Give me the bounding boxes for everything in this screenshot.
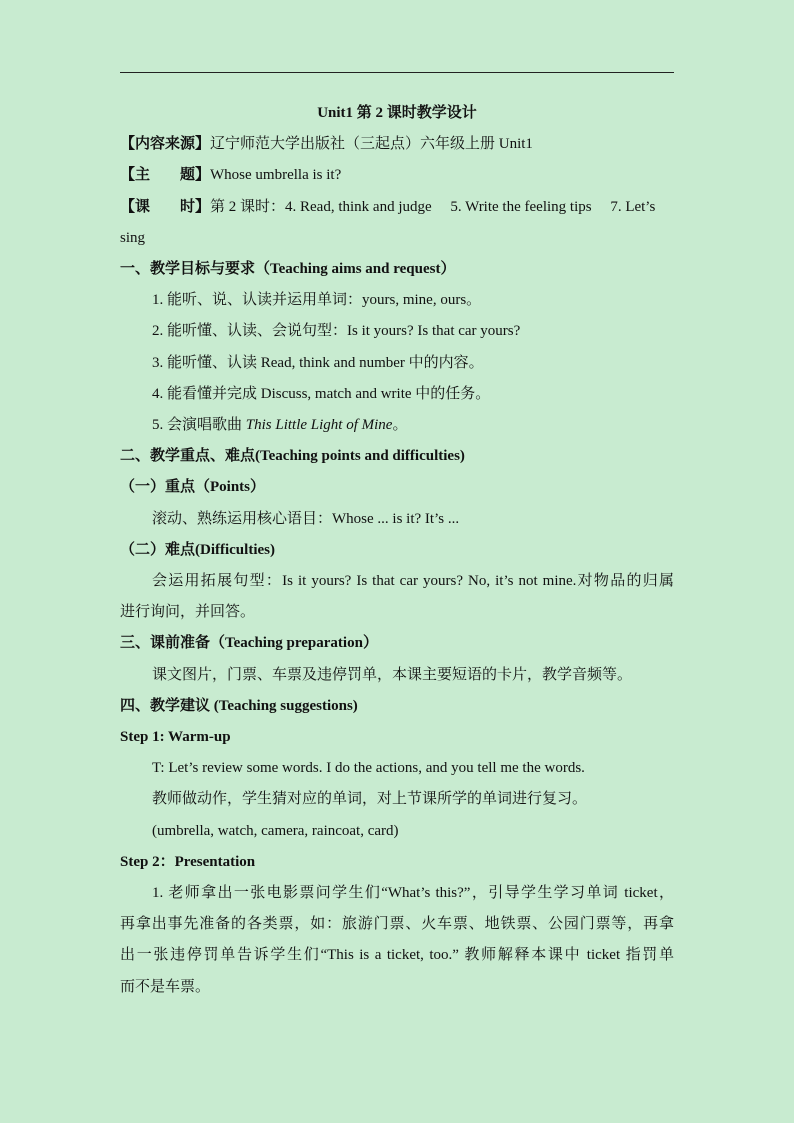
difficulties-text-2: 进行询问，并回答。 [120, 604, 256, 620]
step-2-line-3: 出一张违停罚单告诉学生们“This is a ticket, too.” 教师解释本课中 ticket 指罚单 [120, 947, 674, 963]
period-label: 【课 时】 [120, 199, 211, 215]
aim-item-4: 4. 能看懂并完成 Discuss, match and write 中的任务。 [152, 386, 491, 402]
topic-line [120, 165, 341, 185]
step-1-line-1: T: Let’s review some words. I do the actions, and you tell me the words. [152, 760, 585, 776]
section-2-heading: 二、教学重点、难点(Teaching points and difficulties) [120, 448, 465, 464]
period-value: 第 2 课时：4. Read, think and judge 5. Write the feeling tips 7. Let’s [210, 199, 656, 215]
step-2-line-1: 1. 老师拿出一张电影票问学生们“What’s this?”，引导学生学习单词 ticket， [152, 885, 674, 901]
section-3-heading: 三、课前准备（Teaching preparation） [120, 635, 378, 651]
step-2-heading: Step 2：Presentation [120, 854, 256, 870]
difficulties-subheading: （二）难点(Difficulties) [120, 542, 275, 558]
step-2-line-2: 再拿出事先准备的各类票，如：旅游门票、火车票、地铁票、公园门票等，再拿 [120, 916, 674, 932]
aim-item-5-prefix: 5. 会演唱歌曲 [152, 417, 246, 433]
aim-item-3: 3. 能听懂、认读 Read, think and number 中的内容。 [152, 355, 484, 371]
topic-value: Whose umbrella is it? [210, 167, 342, 183]
song-title: This Little Light of Mine [245, 417, 393, 433]
points-subheading: （一）重点（Points） [120, 479, 266, 495]
header-rule [120, 72, 674, 73]
section-1-heading: 一、教学目标与要求（Teaching aims and request） [120, 261, 456, 277]
step-1-line-2: 教师做动作，学生猜对应的单词，对上节课所学的单词进行复习。 [152, 791, 588, 807]
period-line-cont: sing [120, 230, 146, 246]
aim-item-5-suffix: 。 [392, 417, 408, 433]
difficulties-text-1: 会运用拓展句型：Is it yours? Is that car yours? No, it’s not mine.对物品的归属 [152, 573, 674, 589]
source-line [120, 134, 533, 154]
section-4-heading: 四、教学建议 (Teaching suggestions) [120, 698, 358, 714]
source-value: 辽宁师范大学出版社（三起点）六年级上册 Unit1 [210, 136, 533, 152]
period-line [120, 197, 655, 217]
page-title: Unit1 第 2 课时教学设计 [317, 105, 477, 121]
aim-item-2: 2. 能听懂、认读、会说句型：Is it yours? Is that car yours? [152, 323, 521, 339]
step-1-heading: Step 1: Warm-up [120, 729, 231, 745]
preparation-text: 课文图片，门票、车票及违停罚单，本课主要短语的卡片，教学音频等。 [152, 667, 633, 683]
step-1-line-3: (umbrella, watch, camera, raincoat, card) [152, 823, 399, 839]
step-2-line-4: 而不是车票。 [120, 979, 211, 995]
points-text: 滚动、熟练运用核心语目：Whose ... is it? It’s ... [152, 511, 460, 527]
source-label: 【内容来源】 [120, 136, 211, 152]
topic-label: 【主 题】 [120, 167, 211, 183]
aim-item-1: 1. 能听、说、认读并运用单词：yours, mine, ours。 [152, 292, 482, 308]
aim-item-5 [152, 415, 407, 435]
